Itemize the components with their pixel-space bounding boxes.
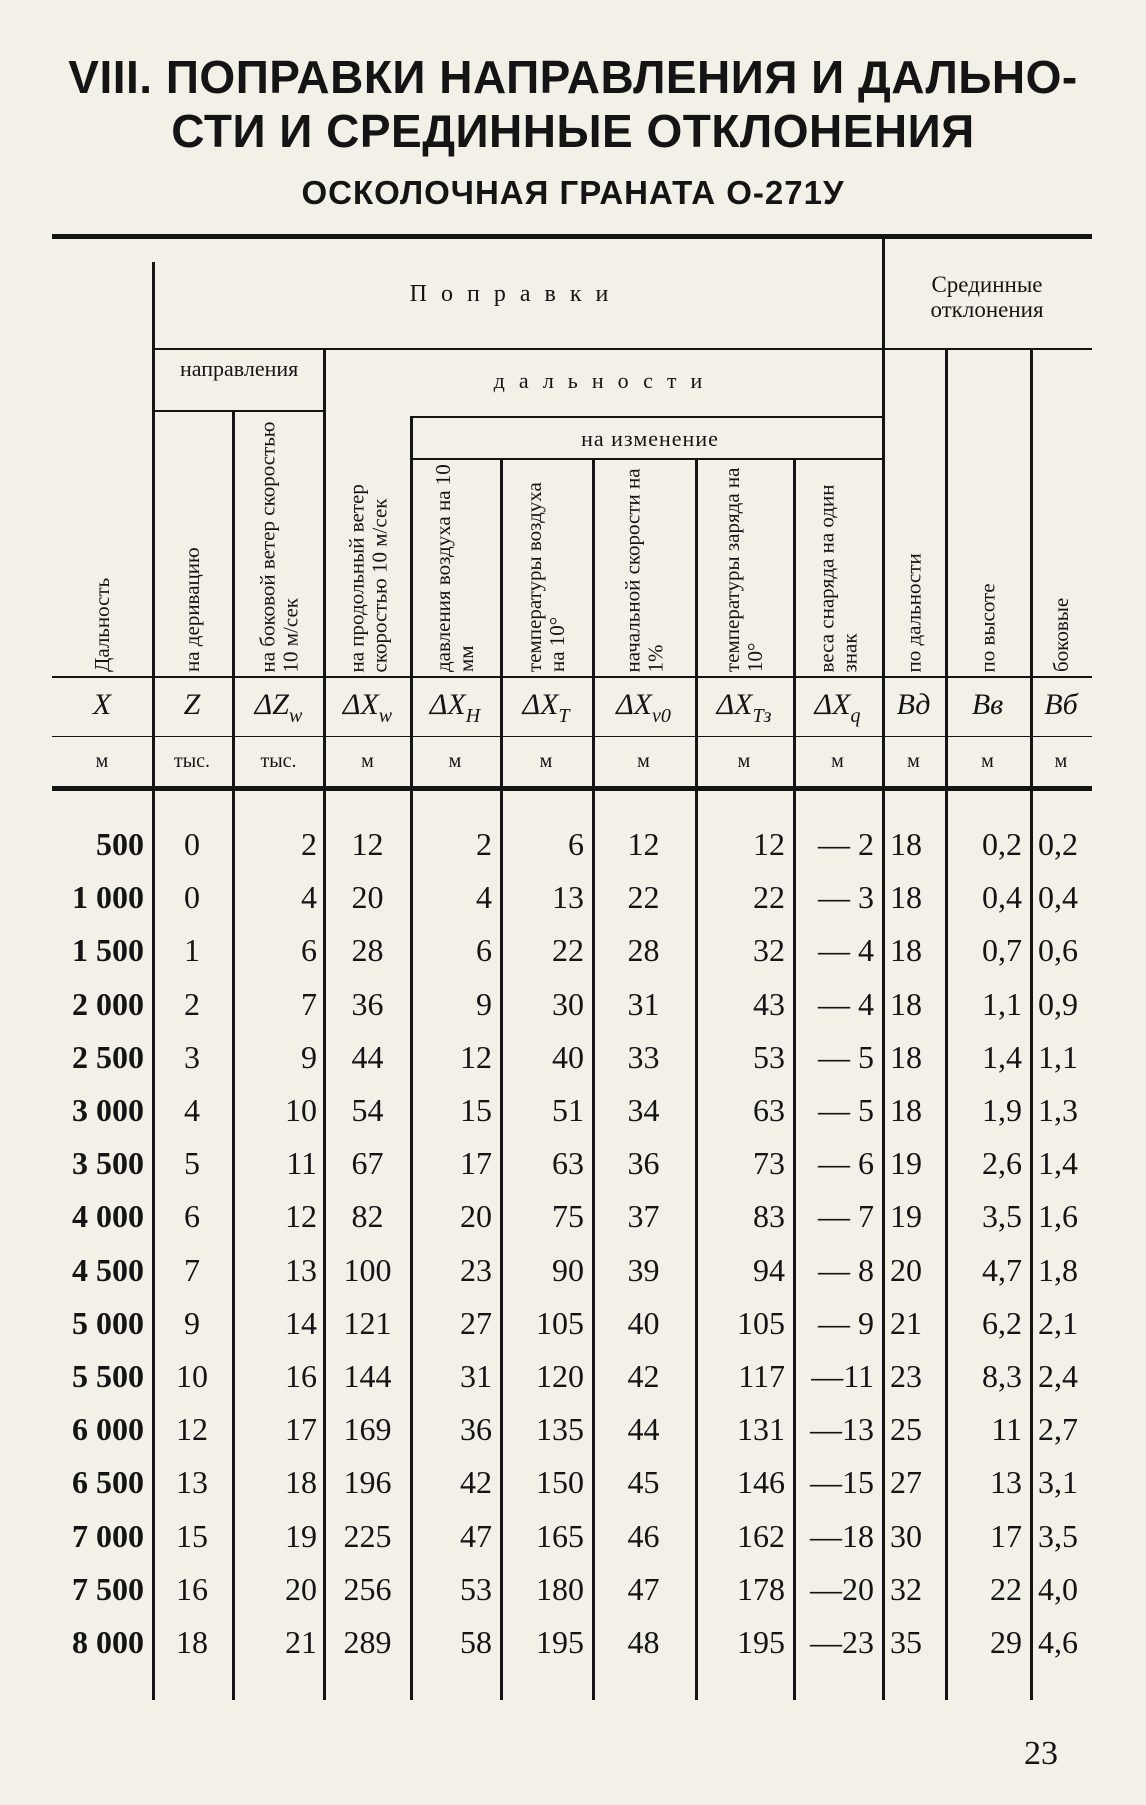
cell-shell-weight: — 4 bbox=[818, 932, 874, 969]
cell-lateral: 1,8 bbox=[1038, 1251, 1078, 1288]
header-crosswind: на боковой ветер скоростью 10 м/сек bbox=[254, 421, 302, 672]
cell-lateral: 2,7 bbox=[1038, 1411, 1078, 1448]
symbol-shell-weight bbox=[793, 688, 882, 728]
cell-headwind: 256 bbox=[343, 1570, 392, 1607]
cell-charge-temp: 131 bbox=[737, 1411, 785, 1448]
cell-pressure: 31 bbox=[460, 1358, 492, 1394]
cell-crosswind: 10 bbox=[285, 1092, 317, 1128]
column-divider bbox=[1030, 350, 1033, 1700]
cell-charge-temp: 83 bbox=[753, 1198, 785, 1235]
cell-by-range: 30 bbox=[890, 1517, 922, 1554]
symbol-charge-temp bbox=[695, 688, 793, 728]
column-divider bbox=[592, 458, 595, 1700]
symbol-main: ΔZ bbox=[254, 688, 289, 721]
cell-by-range: 19 bbox=[890, 1198, 922, 1235]
cell-derivation: 7 bbox=[184, 1251, 200, 1288]
cell-derivation: 3 bbox=[184, 1038, 200, 1075]
cell-range: 4 500 bbox=[72, 1251, 144, 1288]
cell-shell-weight: — 4 bbox=[818, 985, 874, 1022]
cell-pressure: 47 bbox=[460, 1517, 492, 1554]
cell-pressure: 15 bbox=[460, 1092, 492, 1128]
cell-derivation: 4 bbox=[184, 1092, 200, 1128]
unit-headwind: м bbox=[361, 750, 374, 772]
symbol-main: ΔX bbox=[616, 688, 653, 721]
symbol-subscript: w bbox=[288, 705, 303, 727]
cell-range: 500 bbox=[96, 826, 144, 862]
cell-air-temp: 195 bbox=[536, 1624, 584, 1660]
cell-lateral: 4,6 bbox=[1038, 1624, 1078, 1660]
cell-muzzle-velocity: 44 bbox=[627, 1411, 660, 1448]
cell-by-range: 23 bbox=[890, 1358, 922, 1394]
cell-by-range: 18 bbox=[890, 985, 922, 1022]
cell-derivation: 5 bbox=[184, 1145, 200, 1182]
cell-by-range: 18 bbox=[890, 879, 922, 916]
title-line-1: VIII. ПОПРАВКИ НАПРАВЛЕНИЯ И ДАЛЬНО- bbox=[68, 51, 1078, 103]
cell-range: 7 500 bbox=[72, 1570, 144, 1607]
cell-by-range: 25 bbox=[890, 1411, 922, 1448]
column-divider bbox=[323, 348, 326, 1700]
header-derivation: на деривацию bbox=[179, 547, 204, 672]
symbol-main: Вд bbox=[896, 688, 931, 721]
unit-by-height: м bbox=[981, 750, 994, 772]
cell-headwind: 289 bbox=[343, 1624, 392, 1660]
unit-muzzle-velocity: м bbox=[637, 750, 650, 772]
cell-derivation: 9 bbox=[184, 1304, 200, 1341]
cell-charge-temp: 32 bbox=[753, 932, 785, 969]
cell-crosswind: 13 bbox=[285, 1251, 317, 1288]
header-charge-temp: температуры заряда на 10° bbox=[720, 467, 767, 672]
header-headwind: на продольный ветер скоростью 10 м/сек bbox=[343, 483, 391, 672]
header-by-range: по дальности bbox=[901, 552, 925, 672]
unit-air-temp: м bbox=[539, 750, 553, 772]
cell-charge-temp: 105 bbox=[737, 1304, 785, 1341]
cell-air-temp: 150 bbox=[536, 1464, 584, 1501]
cell-air-temp: 120 bbox=[536, 1358, 584, 1394]
cell-air-temp: 6 bbox=[568, 826, 584, 862]
header-corrections: Поправки bbox=[409, 281, 623, 307]
top-rule bbox=[52, 234, 1092, 239]
cell-by-height: 0,2 bbox=[982, 826, 1022, 862]
symbol-main: ΔX bbox=[716, 688, 753, 721]
cell-crosswind: 12 bbox=[285, 1198, 317, 1235]
cell-charge-temp: 117 bbox=[738, 1358, 785, 1394]
cell-air-temp: 105 bbox=[536, 1304, 584, 1341]
column-divider bbox=[500, 458, 503, 1700]
header-direction: направления bbox=[180, 356, 299, 381]
cell-by-height: 0,4 bbox=[982, 879, 1022, 916]
cell-by-range: 20 bbox=[890, 1251, 922, 1288]
cell-headwind: 20 bbox=[351, 879, 384, 916]
cell-muzzle-velocity: 31 bbox=[627, 985, 660, 1022]
hline-under-range-group bbox=[410, 416, 882, 418]
cell-lateral: 4,0 bbox=[1038, 1570, 1078, 1607]
symbol-subscript: Tз bbox=[752, 705, 772, 727]
cell-pressure: 9 bbox=[476, 985, 492, 1022]
cell-derivation: 1 bbox=[184, 932, 200, 969]
cell-pressure: 36 bbox=[460, 1411, 492, 1448]
cell-shell-weight: — 6 bbox=[818, 1145, 874, 1182]
cell-air-temp: 63 bbox=[552, 1145, 584, 1182]
units-bottom-rule bbox=[52, 786, 1092, 791]
cell-by-height: 0,7 bbox=[982, 932, 1022, 969]
hline-under-corrections bbox=[152, 348, 882, 350]
cell-crosswind: 19 bbox=[285, 1517, 317, 1554]
cell-crosswind: 14 bbox=[285, 1304, 317, 1341]
unit-range: м bbox=[95, 750, 109, 772]
cell-shell-weight: — 9 bbox=[818, 1304, 874, 1341]
unit-pressure: м bbox=[448, 750, 462, 772]
cell-pressure: 4 bbox=[476, 879, 492, 916]
symbol-main: ΔX bbox=[814, 688, 851, 721]
cell-derivation: 2 bbox=[184, 985, 200, 1022]
cell-range: 1 000 bbox=[72, 879, 144, 916]
header-lateral: боковые bbox=[1048, 597, 1073, 672]
cell-muzzle-velocity: 40 bbox=[627, 1304, 660, 1341]
cell-shell-weight: — 3 bbox=[818, 879, 874, 916]
header-pressure: давления воздуха на 10 мм bbox=[431, 464, 478, 672]
cell-pressure: 53 bbox=[460, 1570, 492, 1607]
symbol-headwind bbox=[325, 688, 410, 728]
cell-crosswind: 7 bbox=[301, 985, 317, 1022]
cell-derivation: 0 bbox=[184, 879, 200, 916]
column-divider bbox=[410, 416, 413, 1700]
cell-shell-weight: —18 bbox=[810, 1517, 874, 1554]
cell-muzzle-velocity: 46 bbox=[627, 1517, 660, 1554]
cell-lateral: 3,1 bbox=[1038, 1464, 1078, 1501]
cell-pressure: 27 bbox=[460, 1304, 492, 1341]
cell-shell-weight: —13 bbox=[810, 1411, 874, 1448]
cell-crosswind: 2 bbox=[301, 826, 317, 862]
unit-crosswind: тыс. bbox=[260, 750, 297, 772]
cell-pressure: 6 bbox=[476, 932, 492, 969]
cell-crosswind: 16 bbox=[285, 1358, 317, 1394]
hline-under-direction bbox=[155, 410, 323, 412]
cell-range: 6 000 bbox=[72, 1411, 144, 1448]
cell-range: 7 000 bbox=[72, 1517, 144, 1554]
cell-pressure: 17 bbox=[460, 1145, 492, 1182]
cell-muzzle-velocity: 37 bbox=[627, 1198, 660, 1235]
unit-charge-temp: м bbox=[737, 750, 751, 772]
column-divider bbox=[793, 458, 796, 1700]
cell-crosswind: 17 bbox=[285, 1411, 317, 1448]
cell-charge-temp: 94 bbox=[753, 1251, 785, 1288]
symbol-subscript: v0 bbox=[652, 705, 671, 727]
column-divider bbox=[152, 262, 155, 1700]
cell-headwind: 28 bbox=[351, 932, 384, 969]
cell-muzzle-velocity: 33 bbox=[627, 1038, 660, 1075]
cell-lateral: 1,6 bbox=[1038, 1198, 1078, 1235]
symbol-subscript: H bbox=[465, 705, 481, 727]
cell-by-range: 18 bbox=[890, 1092, 922, 1128]
cell-by-range: 19 bbox=[890, 1145, 922, 1182]
cell-headwind: 67 bbox=[351, 1145, 384, 1182]
cell-range: 2 500 bbox=[72, 1038, 144, 1075]
cell-headwind: 225 bbox=[343, 1517, 392, 1554]
cell-air-temp: 180 bbox=[536, 1570, 584, 1607]
cell-lateral: 0,4 bbox=[1038, 879, 1078, 916]
hline-under-median bbox=[884, 348, 1092, 350]
unit-shell-weight: м bbox=[831, 750, 844, 772]
cell-headwind: 169 bbox=[343, 1411, 392, 1448]
page-title bbox=[40, 50, 1106, 158]
cell-charge-temp: 178 bbox=[737, 1570, 785, 1607]
cell-lateral: 0,2 bbox=[1038, 826, 1078, 862]
cell-pressure: 2 bbox=[476, 826, 492, 862]
cell-air-temp: 30 bbox=[552, 985, 584, 1022]
symbol-main: ΔX bbox=[429, 688, 466, 721]
cell-headwind: 44 bbox=[351, 1038, 384, 1075]
page-subtitle: ОСКОЛОЧНАЯ ГРАНАТА О-271У bbox=[301, 174, 845, 211]
cell-muzzle-velocity: 47 bbox=[627, 1570, 660, 1607]
cell-muzzle-velocity: 34 bbox=[627, 1092, 660, 1128]
cell-derivation: 16 bbox=[176, 1570, 208, 1607]
cell-lateral: 0,6 bbox=[1038, 932, 1078, 969]
cell-crosswind: 9 bbox=[301, 1038, 317, 1075]
cell-by-height: 17 bbox=[990, 1517, 1022, 1554]
cell-headwind: 54 bbox=[351, 1092, 384, 1128]
cell-by-height: 1,1 bbox=[982, 985, 1022, 1022]
symbol-main: Вб bbox=[1044, 688, 1078, 721]
cell-range: 3 000 bbox=[72, 1092, 144, 1128]
cell-crosswind: 11 bbox=[286, 1145, 317, 1182]
cell-crosswind: 20 bbox=[285, 1570, 317, 1607]
symbol-main: Вв bbox=[971, 688, 1004, 721]
unit-by-range: м bbox=[907, 750, 920, 772]
symbol-muzzle-velocity bbox=[592, 688, 695, 728]
cell-by-range: 27 bbox=[890, 1464, 922, 1501]
cell-air-temp: 135 bbox=[536, 1411, 584, 1448]
cell-shell-weight: —20 bbox=[810, 1570, 874, 1607]
cell-pressure: 58 bbox=[460, 1624, 492, 1660]
hline-above-units bbox=[52, 736, 1092, 737]
cell-by-range: 21 bbox=[890, 1304, 922, 1341]
hline-above-symbols bbox=[52, 676, 1092, 678]
cell-lateral: 2,4 bbox=[1038, 1358, 1078, 1394]
cell-air-temp: 51 bbox=[552, 1092, 584, 1128]
cell-charge-temp: 22 bbox=[753, 879, 785, 916]
cell-headwind: 121 bbox=[343, 1304, 392, 1341]
cell-by-range: 18 bbox=[890, 1038, 922, 1075]
symbol-main: ΔX bbox=[522, 688, 559, 721]
cell-muzzle-velocity: 48 bbox=[627, 1624, 660, 1660]
cell-shell-weight: — 8 bbox=[818, 1251, 874, 1288]
cell-lateral: 0,9 bbox=[1038, 985, 1078, 1022]
cell-crosswind: 18 bbox=[285, 1464, 317, 1501]
cell-by-range: 18 bbox=[890, 826, 922, 862]
cell-lateral: 1,3 bbox=[1038, 1092, 1078, 1128]
cell-headwind: 196 bbox=[343, 1464, 392, 1501]
cell-charge-temp: 146 bbox=[737, 1464, 785, 1501]
cell-headwind: 82 bbox=[351, 1198, 384, 1235]
cell-derivation: 12 bbox=[176, 1411, 208, 1448]
cell-by-height: 4,7 bbox=[982, 1251, 1022, 1288]
cell-by-height: 3,5 bbox=[982, 1198, 1022, 1235]
cell-headwind: 144 bbox=[343, 1358, 392, 1394]
cell-air-temp: 90 bbox=[552, 1251, 584, 1288]
cell-charge-temp: 63 bbox=[753, 1092, 785, 1128]
cell-air-temp: 13 bbox=[552, 879, 584, 916]
cell-pressure: 12 bbox=[460, 1038, 492, 1075]
column-divider bbox=[232, 410, 235, 1700]
column-divider bbox=[945, 350, 948, 1700]
unit-lateral: м bbox=[1054, 750, 1068, 772]
cell-by-height: 13 bbox=[990, 1464, 1022, 1501]
cell-muzzle-velocity: 36 bbox=[627, 1145, 660, 1182]
cell-range: 8 000 bbox=[72, 1624, 144, 1660]
cell-charge-temp: 162 bbox=[737, 1517, 785, 1554]
header-by-height: по высоте bbox=[975, 582, 999, 672]
column-divider bbox=[882, 239, 885, 1700]
cell-shell-weight: —23 bbox=[810, 1624, 874, 1660]
cell-lateral: 1,1 bbox=[1038, 1038, 1078, 1075]
cell-muzzle-velocity: 45 bbox=[627, 1464, 660, 1501]
title-line-2: СТИ И СРЕДИННЫЕ ОТКЛОНЕНИЯ bbox=[171, 105, 975, 157]
cell-charge-temp: 73 bbox=[753, 1145, 785, 1182]
cell-by-height: 2,6 bbox=[982, 1145, 1022, 1182]
symbol-crosswind bbox=[232, 688, 325, 728]
symbol-main: Z bbox=[183, 688, 201, 721]
cell-crosswind: 4 bbox=[301, 879, 317, 916]
cell-muzzle-velocity: 39 bbox=[627, 1251, 660, 1288]
symbol-subscript: q bbox=[850, 705, 861, 727]
cell-shell-weight: —15 bbox=[810, 1464, 874, 1501]
cell-charge-temp: 195 bbox=[737, 1624, 785, 1660]
cell-range: 1 500 bbox=[72, 932, 144, 969]
cell-by-height: 29 bbox=[990, 1624, 1022, 1660]
cell-by-height: 22 bbox=[990, 1570, 1022, 1607]
header-range: Дальность bbox=[89, 577, 114, 672]
cell-by-height: 1,9 bbox=[982, 1092, 1022, 1128]
cell-pressure: 23 bbox=[460, 1251, 492, 1288]
hline-under-on-change bbox=[410, 458, 882, 460]
cell-derivation: 13 bbox=[176, 1464, 208, 1501]
cell-shell-weight: — 5 bbox=[818, 1092, 874, 1128]
cell-crosswind: 6 bbox=[301, 932, 317, 969]
cell-range: 4 000 bbox=[72, 1198, 144, 1235]
cell-pressure: 42 bbox=[460, 1464, 492, 1501]
cell-charge-temp: 12 bbox=[753, 826, 785, 862]
header-median-deviations: Срединные отклонения bbox=[930, 272, 1044, 322]
cell-muzzle-velocity: 22 bbox=[627, 879, 660, 916]
cell-by-height: 11 bbox=[991, 1411, 1022, 1448]
cell-by-height: 1,4 bbox=[982, 1038, 1022, 1075]
cell-muzzle-velocity: 28 bbox=[627, 932, 660, 969]
header-air-temp: температуры воздуха на 10° bbox=[522, 482, 569, 672]
cell-headwind: 100 bbox=[343, 1251, 392, 1288]
cell-air-temp: 165 bbox=[536, 1517, 584, 1554]
header-range-group: дальности bbox=[493, 368, 717, 393]
cell-lateral: 3,5 bbox=[1038, 1517, 1078, 1554]
cell-by-range: 32 bbox=[890, 1570, 922, 1607]
cell-derivation: 6 bbox=[184, 1198, 200, 1235]
symbol-subscript: w bbox=[378, 705, 393, 727]
cell-derivation: 0 bbox=[184, 826, 200, 862]
cell-pressure: 20 bbox=[460, 1198, 492, 1235]
header-on-change: на изменение bbox=[581, 426, 719, 451]
cell-range: 6 500 bbox=[72, 1464, 144, 1501]
cell-air-temp: 22 bbox=[552, 932, 584, 969]
cell-derivation: 15 bbox=[176, 1517, 208, 1554]
unit-derivation: тыс. bbox=[173, 750, 211, 772]
cell-derivation: 10 bbox=[176, 1358, 208, 1394]
symbol-by-range bbox=[882, 688, 945, 722]
cell-charge-temp: 43 bbox=[753, 985, 785, 1022]
header-shell-weight: веса снаряда на один знак bbox=[813, 484, 861, 672]
cell-shell-weight: —11 bbox=[811, 1358, 874, 1394]
symbol-main: ΔX bbox=[342, 688, 379, 721]
cell-lateral: 2,1 bbox=[1038, 1304, 1078, 1341]
cell-shell-weight: — 2 bbox=[818, 826, 874, 862]
symbol-pressure bbox=[410, 688, 500, 728]
cell-headwind: 36 bbox=[351, 985, 384, 1022]
cell-charge-temp: 53 bbox=[753, 1038, 785, 1075]
cell-crosswind: 21 bbox=[285, 1624, 317, 1660]
symbol-by-height bbox=[945, 688, 1030, 722]
symbol-air-temp bbox=[500, 688, 592, 728]
symbol-range bbox=[52, 688, 152, 722]
cell-headwind: 12 bbox=[351, 826, 384, 862]
symbol-main: X bbox=[92, 688, 112, 721]
symbol-lateral bbox=[1030, 688, 1092, 722]
cell-muzzle-velocity: 42 bbox=[627, 1358, 660, 1394]
header-muzzle-velocity: начальной скорости на 1% bbox=[619, 467, 667, 672]
cell-shell-weight: — 7 bbox=[818, 1198, 874, 1235]
symbol-derivation bbox=[152, 688, 232, 722]
cell-range: 5 000 bbox=[72, 1304, 144, 1341]
cell-muzzle-velocity: 12 bbox=[627, 826, 660, 862]
cell-range: 3 500 bbox=[72, 1145, 144, 1182]
symbol-subscript: T bbox=[558, 705, 570, 727]
cell-derivation: 18 bbox=[176, 1624, 208, 1660]
cell-range: 2 000 bbox=[72, 985, 144, 1022]
cell-shell-weight: — 5 bbox=[818, 1038, 874, 1075]
cell-air-temp: 75 bbox=[552, 1198, 584, 1235]
cell-lateral: 1,4 bbox=[1038, 1145, 1078, 1182]
cell-by-height: 6,2 bbox=[982, 1304, 1022, 1341]
cell-by-height: 8,3 bbox=[982, 1358, 1022, 1394]
cell-air-temp: 40 bbox=[552, 1038, 584, 1075]
cell-range: 5 500 bbox=[72, 1358, 144, 1394]
page-number: 23 bbox=[1024, 1735, 1058, 1772]
cell-by-range: 18 bbox=[890, 932, 922, 969]
cell-by-range: 35 bbox=[890, 1624, 922, 1660]
column-divider bbox=[695, 458, 698, 1700]
